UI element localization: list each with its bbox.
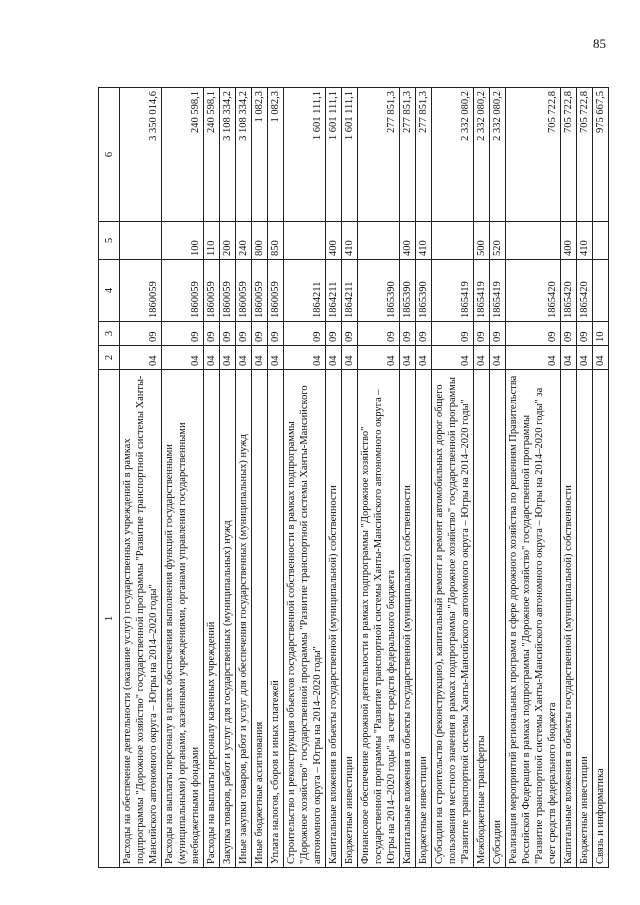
table-row bbox=[220, 88, 236, 868]
expense-type-cell bbox=[593, 222, 609, 260]
expense-type-cell bbox=[284, 222, 326, 260]
subsection-code-cell: 09 bbox=[204, 322, 220, 346]
section-code-cell: 04 bbox=[252, 346, 268, 370]
table-row bbox=[474, 88, 490, 868]
section-code-cell: 04 bbox=[220, 346, 236, 370]
amount-cell: 1 082,3 bbox=[252, 88, 268, 222]
expense-type-cell bbox=[506, 222, 561, 260]
subsection-code-cell: 09 bbox=[400, 322, 416, 346]
header-row bbox=[99, 88, 120, 868]
row-name-cell: Строительство и реконструкция объектов государственной собственности в рамках подпрограммы "Дорожное хозяйство" государственной программы "Развитие транспортной системы Ханты-Мансийского автономного округа – Югры на 2014–2020 годы" bbox=[284, 370, 326, 868]
expense-type-cell: 520 bbox=[490, 222, 506, 260]
subsection-code-cell: 09 bbox=[577, 322, 593, 346]
table-row bbox=[252, 88, 268, 868]
target-article-cell: 1865420 bbox=[506, 260, 561, 322]
table-row bbox=[284, 88, 326, 868]
row-name-cell: Субсидии bbox=[490, 370, 506, 868]
section-code-cell: 04 bbox=[490, 346, 506, 370]
target-article-cell: 1864211 bbox=[342, 260, 358, 322]
section-code-cell: 04 bbox=[400, 346, 416, 370]
section-code-cell: 04 bbox=[474, 346, 490, 370]
row-name-cell: Расходы на выплаты персоналу казенных учреждений bbox=[204, 370, 220, 868]
table-row bbox=[490, 88, 506, 868]
expense-type-cell: 110 bbox=[204, 222, 220, 260]
subsection-code-cell: 09 bbox=[236, 322, 252, 346]
table-row bbox=[342, 88, 358, 868]
amount-cell: 2 332 080,2 bbox=[490, 88, 506, 222]
subsection-code-cell: 09 bbox=[120, 322, 162, 346]
table-row bbox=[416, 88, 432, 868]
target-article-cell: 1860059 bbox=[252, 260, 268, 322]
target-article-cell: 1865390 bbox=[416, 260, 432, 322]
table-row bbox=[593, 88, 609, 868]
target-article-cell: 1864211 bbox=[326, 260, 342, 322]
expense-type-cell: 410 bbox=[342, 222, 358, 260]
row-name-cell: Бюджетные инвестиции bbox=[342, 370, 358, 868]
target-article-cell bbox=[593, 260, 609, 322]
expense-type-cell: 850 bbox=[268, 222, 284, 260]
section-code-cell: 04 bbox=[506, 346, 561, 370]
expense-type-cell: 410 bbox=[416, 222, 432, 260]
target-article-cell: 1860059 bbox=[204, 260, 220, 322]
amount-cell: 2 332 080,2 bbox=[432, 88, 474, 222]
expense-type-cell bbox=[432, 222, 474, 260]
table-row bbox=[577, 88, 593, 868]
subsection-code-cell: 09 bbox=[252, 322, 268, 346]
section-code-cell: 04 bbox=[236, 346, 252, 370]
row-name-cell: Расходы на выплаты персоналу в целях обеспечения выполнения функций государственными (муниципальными) органами, казенными учреждениями, органами управления государственными внебюджетными фондами bbox=[162, 370, 204, 868]
section-code-cell: 04 bbox=[120, 346, 162, 370]
table-row bbox=[120, 88, 162, 868]
row-name-cell: Финансовое обеспечение дорожной деятельности в рамках подпрограммы "Дорожное хозяйство" государственной программы "Развитие транспортной системы Ханты-Мансийского автономного округа – Югры на 2014–2020 годы" за счет средств федерального бюджета bbox=[358, 370, 400, 868]
section-code-cell: 04 bbox=[416, 346, 432, 370]
target-article-cell: 1865420 bbox=[577, 260, 593, 322]
row-name-cell: Расходы на обеспечение деятельности (оказание услуг) государственных учреждений в рамках подпрограммы "Дорожное хозяйство" государственной программы "Развитие транспортной системы Ханты-Мансийского автономного округа – Югры на 2014–2020 годы" bbox=[120, 370, 162, 868]
target-article-cell: 1864211 bbox=[284, 260, 326, 322]
budget-table bbox=[98, 87, 609, 868]
row-name-cell: Реализация мероприятий региональных программ в сфере дорожного хозяйства по решениям Правительства Российской Федерации в рамках подпрограммы "Дорожное хозяйство" государственной программы "Развитие транспортной системы Ханты-Мансийского автономного округа – Югры на 2014–2020 годы" за счет средств федерального бюджета bbox=[506, 370, 561, 868]
subsection-code-cell: 09 bbox=[268, 322, 284, 346]
amount-cell: 705 722,8 bbox=[561, 88, 577, 222]
table-row bbox=[268, 88, 284, 868]
expense-type-cell bbox=[120, 222, 162, 260]
target-article-cell: 1865390 bbox=[400, 260, 416, 322]
target-article-cell: 1860059 bbox=[120, 260, 162, 322]
page-number: 85 bbox=[593, 36, 606, 51]
table-row bbox=[400, 88, 416, 868]
expense-type-cell: 400 bbox=[561, 222, 577, 260]
amount-cell: 1 082,3 bbox=[268, 88, 284, 222]
column-header: 1 bbox=[99, 370, 120, 868]
row-name-cell: Капитальные вложения в объекты государственной (муниципальной) собственности bbox=[326, 370, 342, 868]
amount-cell: 277 851,3 bbox=[358, 88, 400, 222]
amount-cell: 2 332 080,2 bbox=[474, 88, 490, 222]
section-code-cell: 04 bbox=[204, 346, 220, 370]
expense-type-cell: 400 bbox=[400, 222, 416, 260]
row-name-cell: Бюджетные инвестиции bbox=[577, 370, 593, 868]
row-name-cell: Бюджетные инвестиции bbox=[416, 370, 432, 868]
section-code-cell: 04 bbox=[593, 346, 609, 370]
amount-cell: 705 722,8 bbox=[577, 88, 593, 222]
expense-type-cell: 400 bbox=[326, 222, 342, 260]
amount-cell: 1 601 111,1 bbox=[284, 88, 326, 222]
expense-type-cell: 410 bbox=[577, 222, 593, 260]
amount-cell: 277 851,3 bbox=[416, 88, 432, 222]
expense-type-cell: 500 bbox=[474, 222, 490, 260]
amount-cell: 277 851,3 bbox=[400, 88, 416, 222]
section-code-cell: 04 bbox=[358, 346, 400, 370]
target-article-cell: 1865419 bbox=[432, 260, 474, 322]
amount-cell: 1 601 111,1 bbox=[326, 88, 342, 222]
expense-type-cell: 800 bbox=[252, 222, 268, 260]
expense-type-cell: 200 bbox=[220, 222, 236, 260]
row-name-cell: Межбюджетные трансферты bbox=[474, 370, 490, 868]
section-code-cell: 04 bbox=[342, 346, 358, 370]
amount-cell: 240 598,1 bbox=[204, 88, 220, 222]
subsection-code-cell: 09 bbox=[326, 322, 342, 346]
table-row bbox=[432, 88, 474, 868]
column-header: 2 bbox=[99, 346, 120, 370]
row-name-cell: Иные бюджетные ассигнования bbox=[252, 370, 268, 868]
target-article-cell: 1860059 bbox=[220, 260, 236, 322]
subsection-code-cell: 09 bbox=[220, 322, 236, 346]
subsection-code-cell: 09 bbox=[474, 322, 490, 346]
table-body bbox=[120, 88, 609, 868]
target-article-cell: 1860059 bbox=[162, 260, 204, 322]
target-article-cell: 1865419 bbox=[490, 260, 506, 322]
target-article-cell: 1865419 bbox=[474, 260, 490, 322]
column-header: 4 bbox=[99, 260, 120, 322]
table-row bbox=[506, 88, 561, 868]
row-name-cell: Капитальные вложения в объекты государственной (муниципальной) собственности bbox=[561, 370, 577, 868]
subsection-code-cell: 09 bbox=[432, 322, 474, 346]
row-name-cell: Иные закупки товаров, работ и услуг для обеспечения государственных (муниципальных) нужд bbox=[236, 370, 252, 868]
row-name-cell: Капитальные вложения в объекты государственной (муниципальной) собственности bbox=[400, 370, 416, 868]
section-code-cell: 04 bbox=[326, 346, 342, 370]
table-row bbox=[326, 88, 342, 868]
table-row bbox=[561, 88, 577, 868]
column-header: 5 bbox=[99, 222, 120, 260]
amount-cell: 3 108 334,2 bbox=[236, 88, 252, 222]
amount-cell: 240 598,1 bbox=[162, 88, 204, 222]
row-name-cell: Связь и информатика bbox=[593, 370, 609, 868]
target-article-cell: 1860059 bbox=[268, 260, 284, 322]
target-article-cell: 1865420 bbox=[561, 260, 577, 322]
section-code-cell: 04 bbox=[162, 346, 204, 370]
table-row bbox=[204, 88, 220, 868]
subsection-code-cell: 09 bbox=[284, 322, 326, 346]
subsection-code-cell: 10 bbox=[593, 322, 609, 346]
amount-cell: 3 108 334,2 bbox=[220, 88, 236, 222]
subsection-code-cell: 09 bbox=[416, 322, 432, 346]
expense-type-cell: 240 bbox=[236, 222, 252, 260]
amount-cell: 705 722,8 bbox=[506, 88, 561, 222]
amount-cell: 3 350 014,6 bbox=[120, 88, 162, 222]
amount-cell: 975 667,5 bbox=[593, 88, 609, 222]
rotated-table-container bbox=[98, 88, 606, 868]
column-header: 3 bbox=[99, 322, 120, 346]
row-name-cell: Уплата налогов, сборов и иных платежей bbox=[268, 370, 284, 868]
subsection-code-cell: 09 bbox=[358, 322, 400, 346]
row-name-cell: Закупка товаров, работ и услуг для государственных (муниципальных) нужд bbox=[220, 370, 236, 868]
section-code-cell: 04 bbox=[432, 346, 474, 370]
table-row bbox=[162, 88, 204, 868]
section-code-cell: 04 bbox=[577, 346, 593, 370]
section-code-cell: 04 bbox=[561, 346, 577, 370]
subsection-code-cell: 09 bbox=[506, 322, 561, 346]
target-article-cell: 1865390 bbox=[358, 260, 400, 322]
subsection-code-cell: 09 bbox=[490, 322, 506, 346]
expense-type-cell: 100 bbox=[162, 222, 204, 260]
subsection-code-cell: 09 bbox=[162, 322, 204, 346]
table-row bbox=[358, 88, 400, 868]
subsection-code-cell: 09 bbox=[561, 322, 577, 346]
column-header: 6 bbox=[99, 88, 120, 222]
subsection-code-cell: 09 bbox=[342, 322, 358, 346]
amount-cell: 1 601 111,1 bbox=[342, 88, 358, 222]
target-article-cell: 1860059 bbox=[236, 260, 252, 322]
table-row bbox=[236, 88, 252, 868]
expense-type-cell bbox=[358, 222, 400, 260]
row-name-cell: Субсидии на строительство (реконструкцию), капитальный ремонт и ремонт автомобильных дорог общего пользования местного значения в рамках подпрограммы "Дорожное хозяйство" государственной программы "Развитие транспортной системы Ханты-Мансийского автономного округа – Югры на 2014–2020 годы" bbox=[432, 370, 474, 868]
section-code-cell: 04 bbox=[268, 346, 284, 370]
section-code-cell: 04 bbox=[284, 346, 326, 370]
